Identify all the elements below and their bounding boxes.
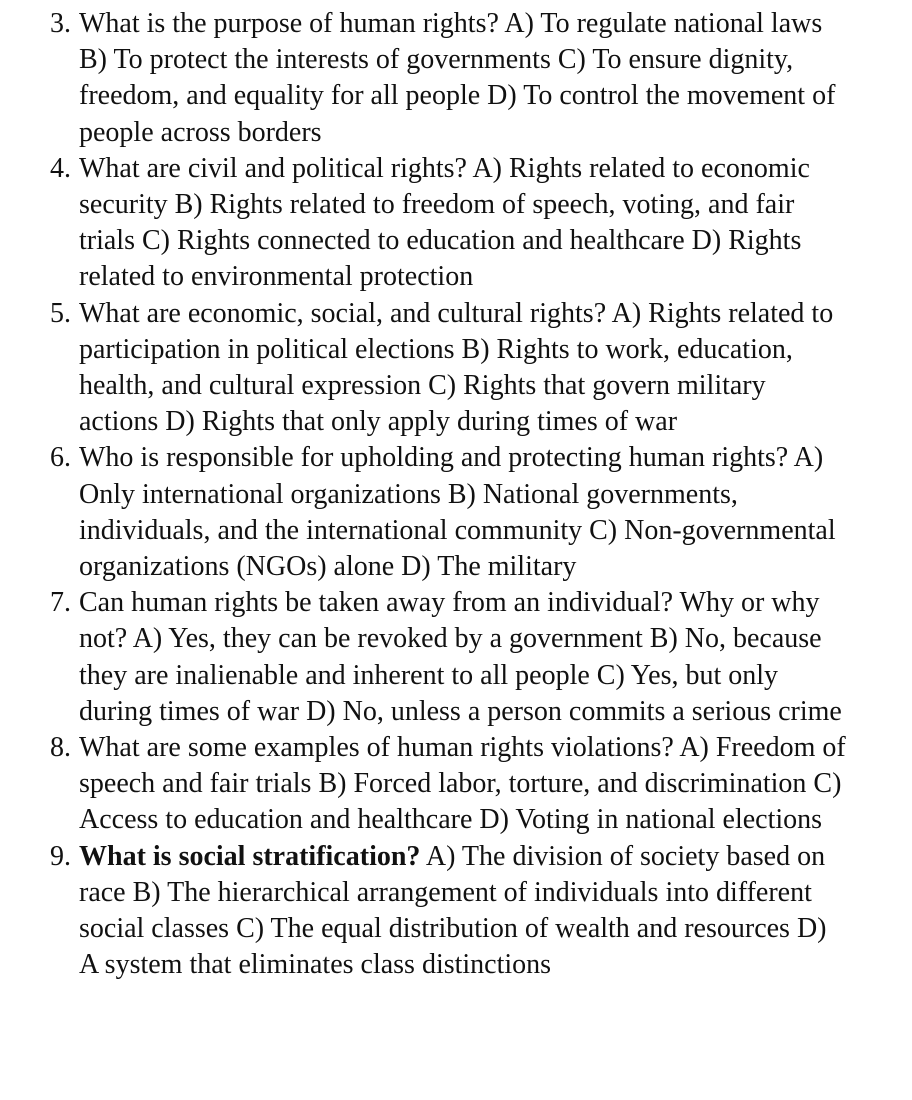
question-number: 5. [50, 297, 71, 329]
answer-options: A) Rights related to participation in political elections B) Rights to work, education, health, and cultural expression C) Rights that govern military actions D) Rights that only apply during times of war [79, 297, 834, 438]
question-list [0, 6, 912, 983]
question-prompt: What are economic, social, and cultural rights? [79, 297, 607, 329]
question-item-8 [0, 730, 912, 839]
question-text [79, 839, 849, 984]
question-text [79, 585, 849, 730]
question-prompt: Can human rights be taken away from an individual? Why or why not? [79, 587, 820, 655]
question-prompt-bold: What is social stratification? [79, 840, 421, 872]
question-text [79, 296, 849, 441]
question-item-5 [0, 296, 912, 441]
question-text [79, 440, 849, 585]
question-item-7 [0, 585, 912, 730]
question-number: 8. [50, 732, 71, 764]
answer-options: A) To regulate national laws B) To protect the interests of governments C) To ensure dignity, freedom, and equality for all people D) To control the movement of people across borders [79, 8, 836, 148]
question-number: 6. [50, 442, 71, 474]
answer-options: A) Rights related to economic security B) Rights related to freedom of speech, voting, and fair trials C) Rights connected to education and healthcare D) Rights related to environmental protection [79, 152, 810, 293]
answer-options: A) The division of society based on race B) The hierarchical arrangement of individuals into different social classes C) The equal distribution of wealth and resources D) A system that eliminates class distinctions [79, 840, 827, 981]
answer-options: A) Freedom of speech and fair trials B) Forced labor, torture, and discrimination C) Access to education and healthcare D) Voting in national elections [79, 732, 846, 836]
question-item-6 [0, 440, 912, 585]
question-number: 9. [50, 840, 71, 872]
question-item-9 [0, 839, 912, 984]
question-prompt: What are civil and political rights? [79, 152, 467, 184]
question-item-4 [0, 151, 912, 296]
question-number: 7. [50, 587, 71, 619]
question-prompt: What is the purpose of human rights? [79, 8, 499, 39]
answer-options: A) Yes, they can be revoked by a government B) No, because they are inalienable and inherent to all people C) Yes, but only during times of war D) No, unless a person commits a serious crime [79, 623, 842, 727]
question-prompt: What are some examples of human rights violations? [79, 732, 674, 764]
question-number: 3. [50, 8, 71, 39]
question-text [79, 6, 849, 151]
question-text [79, 151, 849, 296]
question-number: 4. [50, 152, 71, 184]
answer-options: A) Only international organizations B) National governments, individuals, and the international community C) Non-governmental organizations (NGOs) alone D) The military [79, 442, 836, 583]
question-text [79, 730, 849, 839]
question-item-3 [0, 6, 912, 151]
question-prompt: Who is responsible for upholding and protecting human rights? [79, 442, 789, 474]
